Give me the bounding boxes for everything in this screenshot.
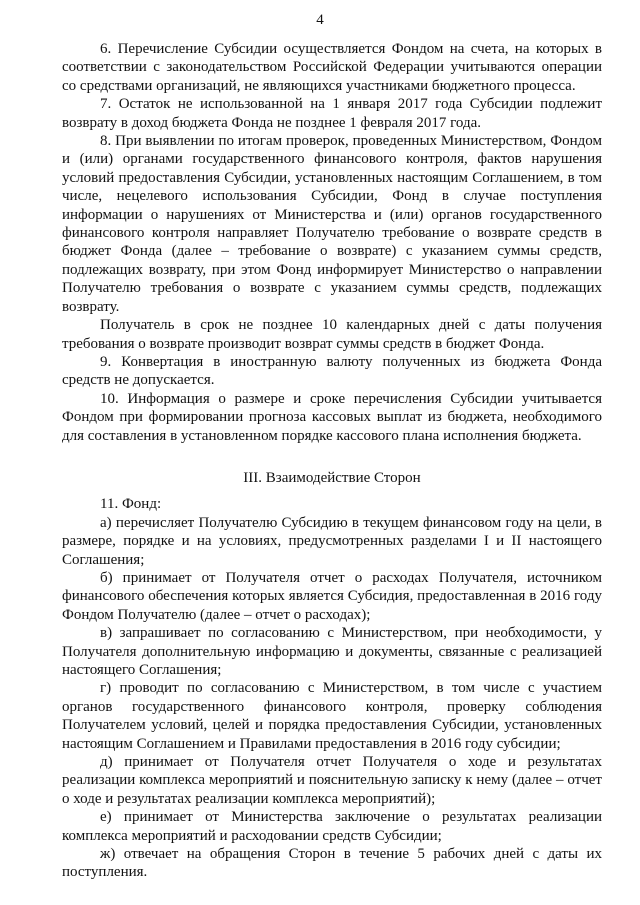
paragraph-7: 7. Остаток не использованной на 1 января 2017 года Субсидии подлежит возврату в доход бюджета Фонда не позднее 1 февраля 2017 года. [62, 96, 602, 131]
document-body [62, 40, 602, 882]
subitem-v: в) запрашивает по согласованию с Министерством, при необходимости, у Получателя дополнительную информацию и документы, связанные с реализацией настоящего Соглашения; [62, 625, 602, 678]
subitem-d: д) принимает от Получателя отчет Получателя о ходе и результатах реализации комплекса мероприятий и пояснительную записку к нему (далее – отчет о ходе и результатах реализации комплекса мероприятий); [62, 754, 602, 807]
page-number: 4 [316, 12, 324, 28]
subitem-zh: ж) отвечает на обращения Сторон в течение 5 рабочих дней с даты их поступления. [62, 846, 602, 881]
paragraph-8: 8. При выявлении по итогам проверок, проведенных Министерством, Фондом и (или) органами государственного финансового контроля, фактов нарушения условий предоставления Субсидии, установленных настоящим Соглашением, в том числе, нецелевого использования Субсидии, Фонд в случае поступления информации о нарушениях от Министерства и (или) органов государственного финансового контроля направляет Получателю требование о возврате средств в бюджет Фонда (далее – требование о возврате) с указанием суммы средств, подлежащих возврату, при этом Фонд информирует Министерство о направлении Получателю требования о возврате с указанием суммы средств, подлежащих возврату. [62, 133, 602, 315]
paragraph-10: 10. Информация о размере и сроке перечисления Субсидии учитывается Фондом при формировании прогноза кассовых выплат из бюджета, необходимого для составления в установленном порядке кассового плана исполнения бюджета. [62, 390, 602, 444]
paragraph-8-refund: Получатель в срок не позднее 10 календарных дней с даты получения требования о возврате производит возврат суммы средств в бюджет Фонда. [62, 317, 602, 352]
subitem-a: а) перечисляет Получателю Субсидию в текущем финансовом году на цели, в размере, порядке и на условиях, предусмотренных разделами I и II настоящего Соглашения; [62, 514, 602, 568]
section-heading: III. Взаимодействие Сторон [243, 469, 421, 486]
paragraph-9: 9. Конвертация в иностранную валюту полученных из бюджета Фонда средств не допускается. [62, 353, 602, 389]
subitem-g: г) проводит по согласованию с Министерством, в том числе с участием органов государственного финансового контроля, проверку соблюдения Получателем условий, целей и порядка предоставления Субсидии, установленных настоящим Соглашением и Правилами предоставления в 2016 году субсидии; [62, 680, 602, 752]
subitem-e: е) принимает от Министерства заключение о результатах реализации комплекса мероприятий и расходовании средств Субсидии; [62, 809, 602, 844]
subitem-b: б) принимает от Получателя отчет о расходах Получателя, источником финансового обеспечения которых является Субсидия, предоставленная в 2016 году Фондом Получателю (далее – отчет о расходах); [62, 569, 602, 623]
paragraph-6: 6. Перечисление Субсидии осуществляется Фондом на счета, на которых в соответствии с законодательством Российской Федерации учитываются операции со средствами организаций, не являющихся участниками бюджетного процесса. [62, 41, 602, 94]
paragraph-11: 11. Фонд: [100, 496, 162, 513]
